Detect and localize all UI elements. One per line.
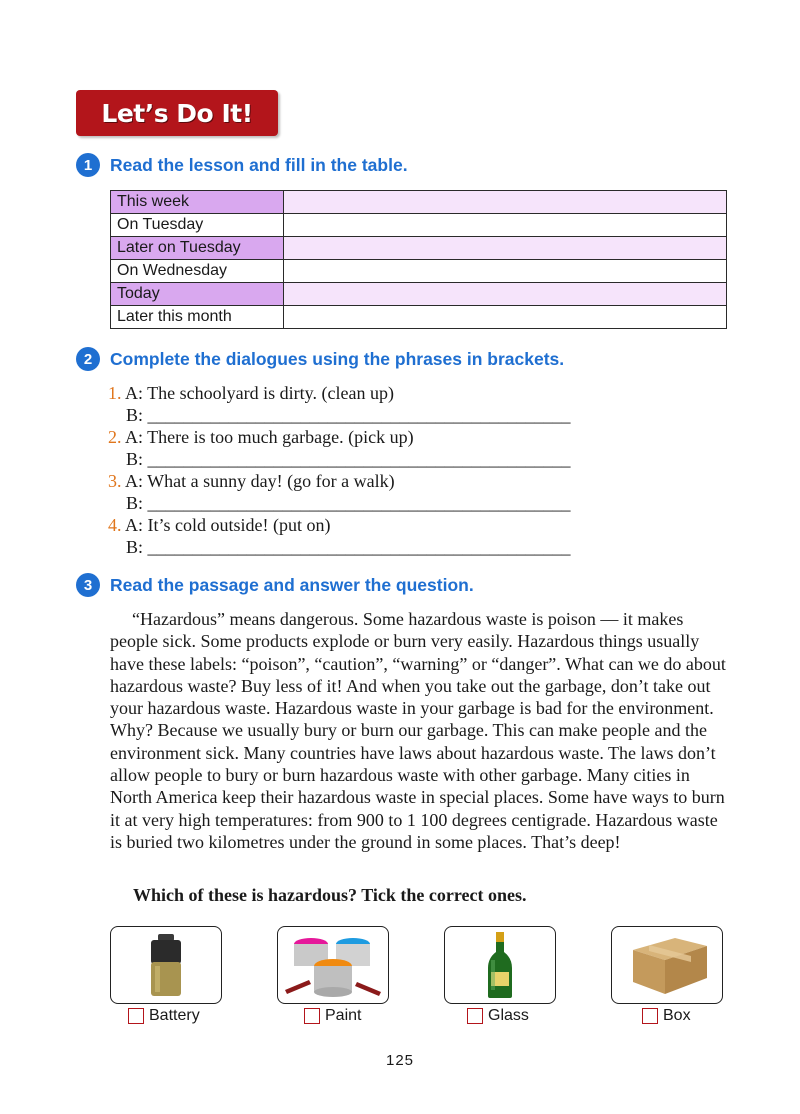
dialogue-prompt: [108, 514, 571, 536]
task-1-number: 1: [76, 153, 100, 177]
task-3-title: Read the passage and answer the question.: [110, 574, 474, 595]
passage-text: “Hazardous” means dangerous. Some hazardous waste is poison — it makes people sick. Some products explode or burn very easily. Hazardous things usually have these labels: “poison”, “caution”, “warning” or “danger”. What can we do about hazardous waste? Buy less of it! And when you take out the garbage, don’t take out your hazardous waste. Hazardous waste in your garbage is bad for the environment. Why? Because we usually bury or burn our garbage. This can make people and the environment sick. Many countries have laws about hazardous waste. The laws don’t allow people to bury or burn hazardous waste with other garbage. Many cities in North America keep their hazardous waste in special places. Some have ways to burn it at very high temperatures: from 900 to 1 100 degrees centigrade. Hazardous waste is buried two kilometres under the ground in some places. That’s deep!: [110, 609, 726, 852]
option-label: Glass: [488, 1007, 529, 1024]
checkbox-icon[interactable]: [642, 1008, 658, 1024]
tick-question: Which of these is hazardous? Tick the correct ones.: [133, 885, 527, 905]
dialogue-answer-line[interactable]: B: _______________________________________________: [108, 537, 571, 557]
table-row: [111, 237, 727, 260]
banner-title: Let’s Do It!: [101, 98, 253, 128]
dialogue-prompt: [108, 470, 571, 492]
answer-cell[interactable]: [284, 191, 727, 214]
checkbox-icon[interactable]: [467, 1008, 483, 1024]
lets-do-it-banner: [76, 90, 278, 136]
dialogue-number: 2.: [108, 427, 122, 447]
option-label: Battery: [149, 1007, 200, 1024]
reading-passage: [110, 608, 728, 853]
dialogue-answer-line[interactable]: B: _______________________________________________: [108, 449, 571, 469]
task-2-number: 2: [76, 347, 100, 371]
row-label: Later on Tuesday: [111, 237, 284, 260]
battery-icon: [146, 932, 186, 998]
dialogue-a: A: The schoolyard is dirty. (clean up): [121, 383, 394, 403]
task-2-title: Complete the dialogues using the phrases in brackets.: [110, 348, 565, 369]
glass-card: [444, 926, 556, 1004]
box-card: [611, 926, 723, 1004]
dialogue-number: 4.: [108, 515, 122, 535]
dialogue-prompt: [108, 426, 571, 448]
option-paint[interactable]: [304, 1007, 361, 1025]
option-glass[interactable]: [467, 1007, 529, 1025]
task-1-title: Read the lesson and fill in the table.: [110, 154, 408, 175]
dialogue-list: [108, 382, 571, 558]
table-row: [111, 306, 727, 329]
task-3-number: 3: [76, 573, 100, 597]
page-number: 125: [385, 1052, 415, 1069]
option-label: Paint: [325, 1007, 362, 1024]
row-label: Today: [111, 283, 284, 306]
table-row: [111, 191, 727, 214]
row-label: On Wednesday: [111, 260, 284, 283]
answer-cell[interactable]: [284, 237, 727, 260]
answer-cell[interactable]: [284, 214, 727, 237]
paint-card: [277, 926, 389, 1004]
schedule-table: [110, 190, 727, 329]
option-box[interactable]: [642, 1007, 691, 1025]
table-row: [111, 283, 727, 306]
answer-cell[interactable]: [284, 260, 727, 283]
paint-cans-icon: [281, 930, 385, 1000]
task-3-heading: [76, 573, 474, 597]
dialogue-number: 1.: [108, 383, 122, 403]
option-battery[interactable]: [128, 1007, 200, 1025]
dialogue-a: A: There is too much garbage. (pick up): [121, 427, 414, 447]
dialogue-a: A: What a sunny day! (go for a walk): [121, 471, 395, 491]
row-label: This week: [111, 191, 284, 214]
row-label: On Tuesday: [111, 214, 284, 237]
table-row: [111, 260, 727, 283]
checkbox-icon[interactable]: [128, 1008, 144, 1024]
task-1-heading: [76, 153, 408, 177]
dialogue-prompt: [108, 382, 571, 404]
table-row: [111, 214, 727, 237]
dialogue-a: A: It’s cold outside! (put on): [121, 515, 331, 535]
checkbox-icon[interactable]: [304, 1008, 320, 1024]
answer-cell[interactable]: [284, 306, 727, 329]
row-label: Later this month: [111, 306, 284, 329]
dialogue-answer-line[interactable]: B: _______________________________________________: [108, 405, 571, 425]
task-2-heading: [76, 347, 564, 371]
battery-card: [110, 926, 222, 1004]
cardboard-box-icon: [619, 932, 715, 998]
dialogue-answer-line[interactable]: B: _______________________________________________: [108, 493, 571, 513]
option-label: Box: [663, 1007, 691, 1024]
dialogue-number: 3.: [108, 471, 122, 491]
glass-bottle-icon: [485, 930, 515, 1000]
answer-cell[interactable]: [284, 283, 727, 306]
